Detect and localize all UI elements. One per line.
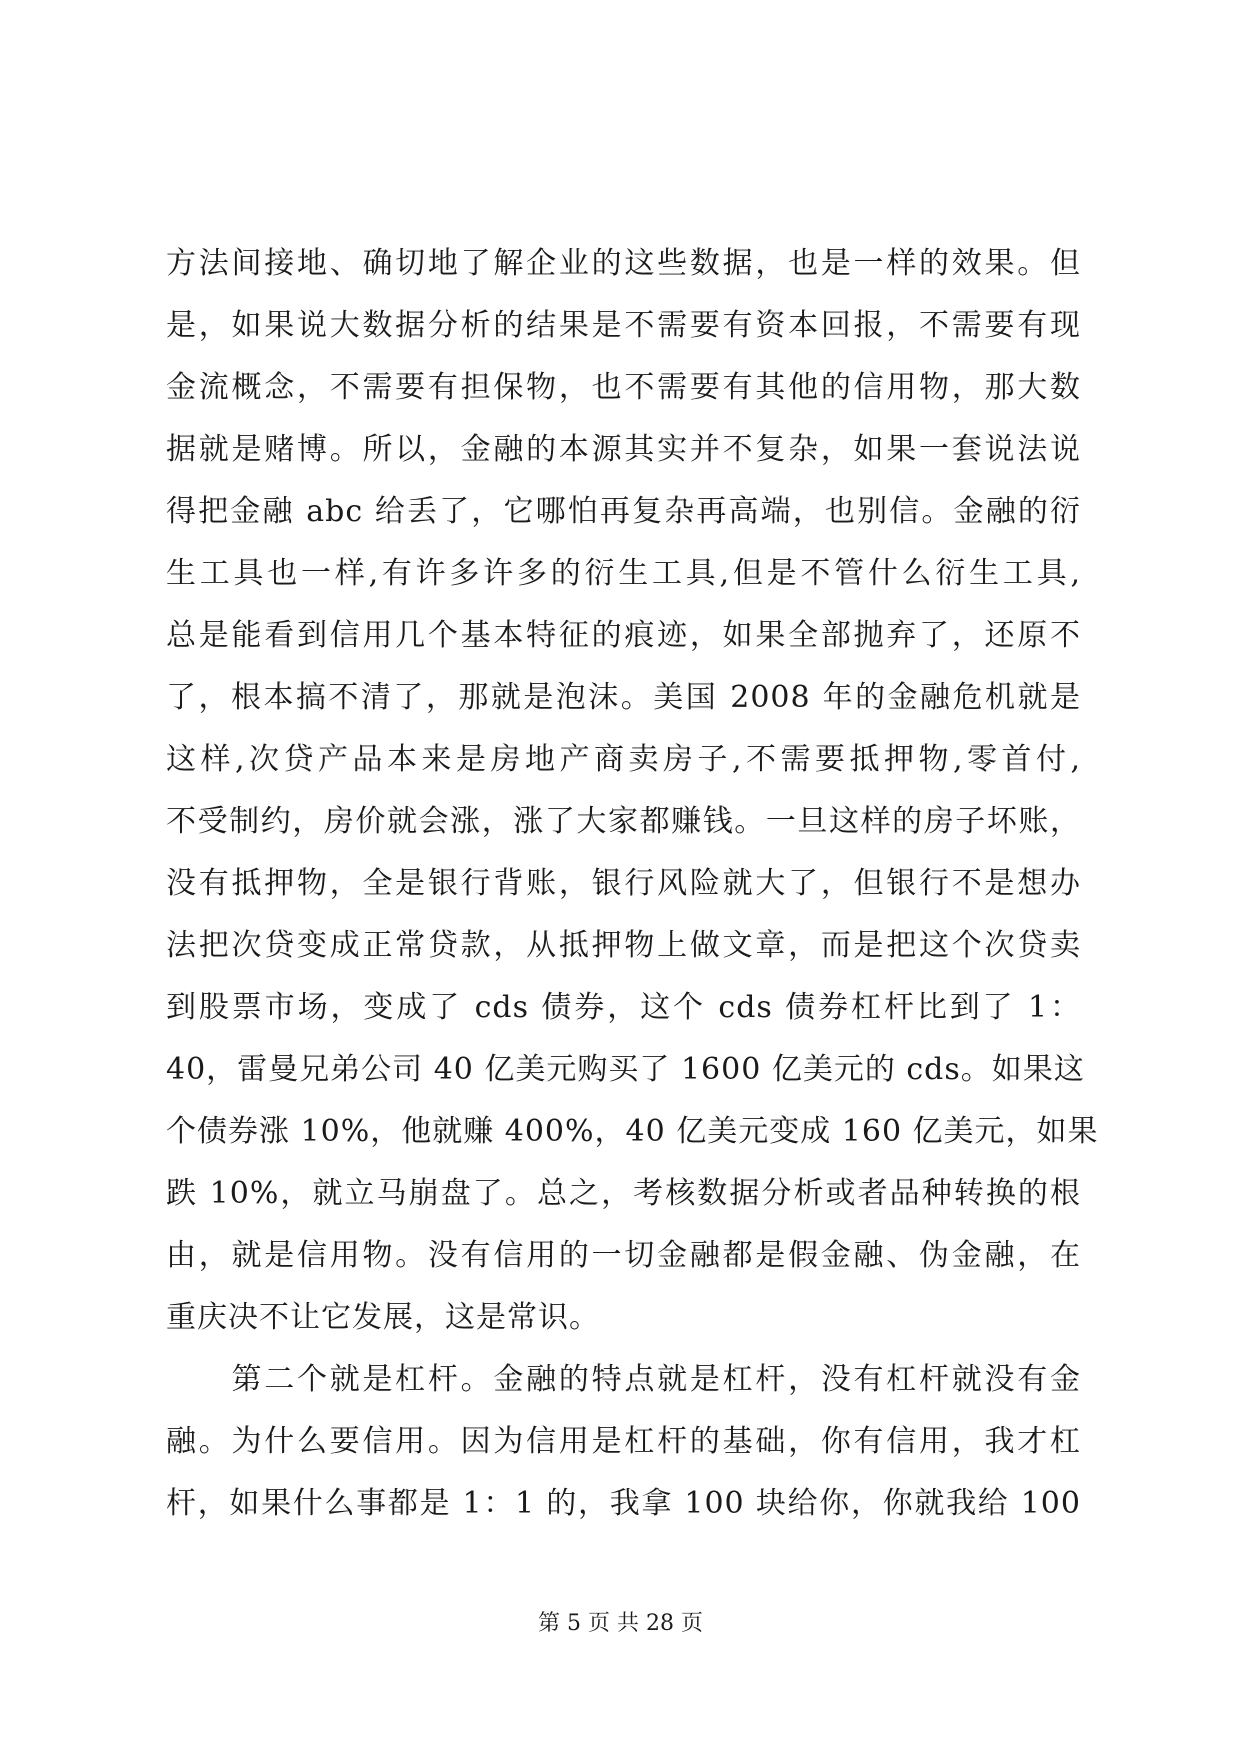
text-line: 没有抵押物，全是银行背账，银行风险就大了，但银行不是想办 [166,866,1081,901]
text-line: 据就是赌博。所以，金融的本源其实并不复杂，如果一套说法说 [166,432,1081,467]
text-line: 跌 10%，就立马崩盘了。总之，考核数据分析或者品种转换的根 [166,1176,1081,1211]
page-number-footer: 第 5 页 共 28 页 [538,1611,703,1636]
paragraph-end-line: 重庆决不让它发展，这是常识。 [166,1300,600,1335]
text-line: 由，就是信用物。没有信用的一切金融都是假金融、伪金融，在 [166,1238,1081,1273]
text-line: 生工具也一样,有许多许多的衍生工具,但是不管什么衍生工具, [166,556,1081,591]
text-line: 了，根本搞不清了，那就是泡沫。美国 2008 年的金融危机就是 [166,680,1081,715]
text-line: 得把金融 abc 给丢了，它哪怕再复杂再高端，也别信。金融的衍 [166,494,1081,529]
body-text [166,233,1099,1535]
text-line: 到股票市场，变成了 cds 债券，这个 cds 债券杠杆比到了 1： [166,990,1081,1025]
text-line: 不受制约，房价就会涨，涨了大家都赚钱。一旦这样的房子坏账， [166,804,1081,839]
text-line: 方法间接地、确切地了解企业的这些数据，也是一样的效果。但 [166,246,1081,281]
text-line: 金流概念，不需要有担保物，也不需要有其他的信用物，那大数 [166,370,1081,405]
text-line: 融。为什么要信用。因为信用是杠杆的基础，你有信用，我才杠 [166,1424,1081,1459]
text-line: 法把次贷变成正常贷款，从抵押物上做文章，而是把这个次贷卖 [166,928,1081,963]
text-line: 个债券涨 10%，他就赚 400%，40 亿美元变成 160 亿美元，如果 [166,1114,1099,1149]
text-line: 杆，如果什么事都是 1：1 的，我拿 100 块给你，你就我给 100 [166,1486,1081,1521]
text-line: 这样,次贷产品本来是房地产商卖房子,不需要抵押物,零首付, [166,742,1081,777]
paragraph-start-line: 第二个就是杠杆。金融的特点就是杠杆，没有杠杆就没有金 [166,1362,1081,1397]
text-line: 40，雷曼兄弟公司 40 亿美元购买了 1600 亿美元的 cds。如果这 [166,1052,1085,1087]
text-line: 是，如果说大数据分析的结果是不需要有资本回报，不需要有现 [166,308,1081,343]
text-line: 总是能看到信用几个基本特征的痕迹，如果全部抛弃了，还原不 [166,618,1081,653]
